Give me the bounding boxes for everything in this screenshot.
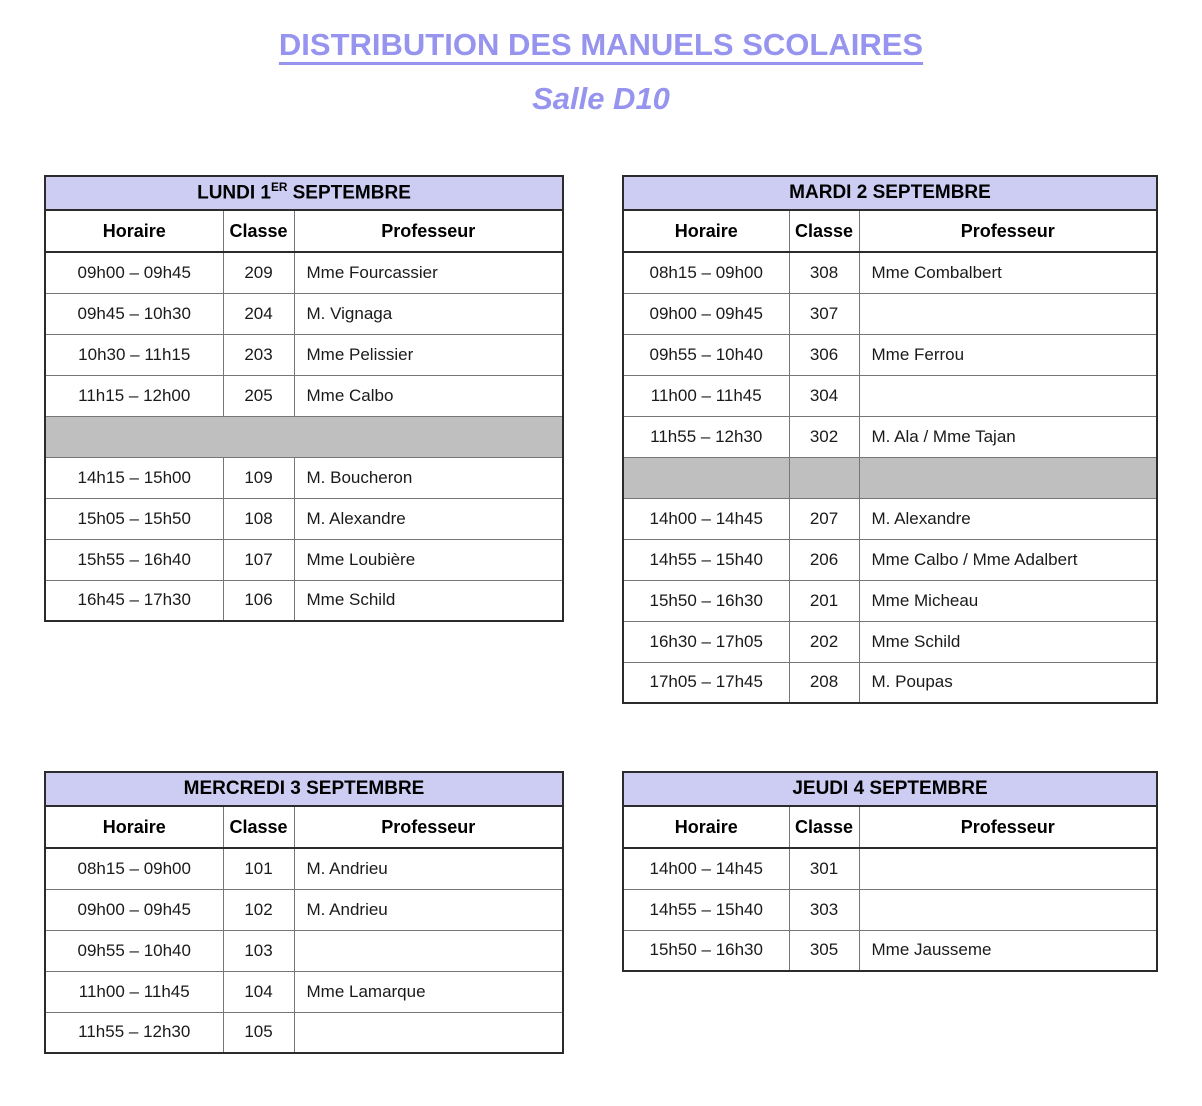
classe-cell: 201 xyxy=(789,580,859,621)
classe-cell: 207 xyxy=(789,498,859,539)
schedule-table-mercredi xyxy=(44,771,564,1054)
day-header-row xyxy=(623,176,1157,210)
classe-cell: 208 xyxy=(789,662,859,703)
horaire-cell: 14h55 – 15h40 xyxy=(623,539,789,580)
table-row xyxy=(45,498,563,539)
table-row xyxy=(45,580,563,621)
horaire-cell: 14h55 – 15h40 xyxy=(623,889,789,930)
table-row xyxy=(623,621,1157,662)
day-title-lundi: LUNDI 1ER SEPTEMBRE xyxy=(45,176,563,210)
classe-cell: 205 xyxy=(223,375,294,416)
professeur-cell: M. Alexandre xyxy=(294,498,563,539)
table-jeudi xyxy=(622,771,1158,972)
table-row xyxy=(623,334,1157,375)
professeur-cell: Mme Combalbert xyxy=(859,252,1157,293)
classe-cell: 105 xyxy=(223,1012,294,1053)
classe-cell: 103 xyxy=(223,930,294,971)
classe-cell: 303 xyxy=(789,889,859,930)
professeur-cell: Mme Calbo xyxy=(294,375,563,416)
horaire-cell: 16h30 – 17h05 xyxy=(623,621,789,662)
professeur-cell xyxy=(859,375,1157,416)
table-row xyxy=(623,662,1157,703)
professeur-cell: Mme Ferrou xyxy=(859,334,1157,375)
professeur-cell xyxy=(294,930,563,971)
classe-cell: 203 xyxy=(223,334,294,375)
classe-cell: 104 xyxy=(223,971,294,1012)
horaire-cell: 08h15 – 09h00 xyxy=(623,252,789,293)
classe-cell: 204 xyxy=(223,293,294,334)
horaire-cell: 14h00 – 14h45 xyxy=(623,848,789,889)
table-row xyxy=(623,416,1157,457)
horaire-cell: 11h55 – 12h30 xyxy=(45,1012,223,1053)
table-row xyxy=(45,1012,563,1053)
classe-cell: 102 xyxy=(223,889,294,930)
professeur-cell: Mme Jausseme xyxy=(859,930,1157,971)
column-header-row xyxy=(45,806,563,848)
table-row xyxy=(45,334,563,375)
break-row xyxy=(623,457,1157,498)
professeur-cell: M. Andrieu xyxy=(294,889,563,930)
professeur-cell xyxy=(859,293,1157,334)
professeur-cell: Mme Fourcassier xyxy=(294,252,563,293)
break-row xyxy=(45,416,563,457)
table-mardi xyxy=(622,175,1158,704)
table-row xyxy=(623,252,1157,293)
professeur-cell: Mme Loubière xyxy=(294,539,563,580)
table-row xyxy=(623,889,1157,930)
classe-cell: 106 xyxy=(223,580,294,621)
horaire-cell: 10h30 – 11h15 xyxy=(45,334,223,375)
horaire-cell: 09h00 – 09h45 xyxy=(45,889,223,930)
break-cell xyxy=(623,457,789,498)
horaire-cell: 09h55 – 10h40 xyxy=(45,930,223,971)
professeur-cell: Mme Pelissier xyxy=(294,334,563,375)
horaire-cell: 11h55 – 12h30 xyxy=(623,416,789,457)
column-header-professeur: Professeur xyxy=(859,210,1157,252)
day-title-mercredi: MERCREDI 3 SEPTEMBRE xyxy=(45,772,563,806)
professeur-cell xyxy=(859,889,1157,930)
table-lundi xyxy=(44,175,564,622)
professeur-cell: M. Ala / Mme Tajan xyxy=(859,416,1157,457)
professeur-cell: M. Alexandre xyxy=(859,498,1157,539)
day-header-row xyxy=(45,176,563,210)
horaire-cell: 15h55 – 16h40 xyxy=(45,539,223,580)
column-header-classe: Classe xyxy=(223,806,294,848)
table-row xyxy=(623,498,1157,539)
professeur-cell: Mme Lamarque xyxy=(294,971,563,1012)
horaire-cell: 09h45 – 10h30 xyxy=(45,293,223,334)
classe-cell: 109 xyxy=(223,457,294,498)
classe-cell: 307 xyxy=(789,293,859,334)
table-row xyxy=(45,457,563,498)
column-header-classe: Classe xyxy=(789,806,859,848)
horaire-cell: 15h50 – 16h30 xyxy=(623,930,789,971)
column-header-row xyxy=(623,210,1157,252)
schedule-table-lundi xyxy=(44,175,564,622)
horaire-cell: 17h05 – 17h45 xyxy=(623,662,789,703)
professeur-cell xyxy=(294,1012,563,1053)
page-subtitle: Salle D10 xyxy=(532,81,670,116)
professeur-cell: M. Vignaga xyxy=(294,293,563,334)
break-cell xyxy=(45,416,563,457)
horaire-cell: 11h00 – 11h45 xyxy=(623,375,789,416)
classe-cell: 306 xyxy=(789,334,859,375)
column-header-professeur: Professeur xyxy=(294,806,563,848)
horaire-cell: 16h45 – 17h30 xyxy=(45,580,223,621)
break-cell xyxy=(789,457,859,498)
table-row xyxy=(623,848,1157,889)
classe-cell: 305 xyxy=(789,930,859,971)
horaire-cell: 09h00 – 09h45 xyxy=(45,252,223,293)
classe-cell: 301 xyxy=(789,848,859,889)
classe-cell: 308 xyxy=(789,252,859,293)
table-row xyxy=(623,580,1157,621)
table-row xyxy=(45,293,563,334)
table-row xyxy=(45,252,563,293)
column-header-classe: Classe xyxy=(789,210,859,252)
horaire-cell: 11h15 – 12h00 xyxy=(45,375,223,416)
column-header-professeur: Professeur xyxy=(294,210,563,252)
professeur-cell: M. Boucheron xyxy=(294,457,563,498)
classe-cell: 206 xyxy=(789,539,859,580)
column-header-professeur: Professeur xyxy=(859,806,1157,848)
table-row xyxy=(45,848,563,889)
column-header-row xyxy=(623,806,1157,848)
professeur-cell: Mme Schild xyxy=(294,580,563,621)
classe-cell: 209 xyxy=(223,252,294,293)
schedule-table-mardi xyxy=(622,175,1158,704)
professeur-cell: M. Andrieu xyxy=(294,848,563,889)
professeur-cell: Mme Micheau xyxy=(859,580,1157,621)
classe-cell: 107 xyxy=(223,539,294,580)
professeur-cell: M. Poupas xyxy=(859,662,1157,703)
classe-cell: 304 xyxy=(789,375,859,416)
table-row xyxy=(623,539,1157,580)
table-row xyxy=(45,539,563,580)
table-row xyxy=(45,930,563,971)
day-header-row xyxy=(623,772,1157,806)
break-cell xyxy=(859,457,1157,498)
professeur-cell: Mme Calbo / Mme Adalbert xyxy=(859,539,1157,580)
column-header-horaire: Horaire xyxy=(623,210,789,252)
horaire-cell: 11h00 – 11h45 xyxy=(45,971,223,1012)
classe-cell: 108 xyxy=(223,498,294,539)
column-header-classe: Classe xyxy=(223,210,294,252)
table-row xyxy=(45,971,563,1012)
horaire-cell: 15h05 – 15h50 xyxy=(45,498,223,539)
table-row xyxy=(623,293,1157,334)
professeur-cell: Mme Schild xyxy=(859,621,1157,662)
column-header-horaire: Horaire xyxy=(623,806,789,848)
table-row xyxy=(45,889,563,930)
table-mercredi xyxy=(44,771,564,1054)
schedule-table-jeudi xyxy=(622,771,1158,972)
ordinal-superscript: ER xyxy=(271,181,288,195)
classe-cell: 202 xyxy=(789,621,859,662)
horaire-cell: 15h50 – 16h30 xyxy=(623,580,789,621)
table-row xyxy=(623,930,1157,971)
day-header-row xyxy=(45,772,563,806)
day-title-jeudi: JEUDI 4 SEPTEMBRE xyxy=(623,772,1157,806)
horaire-cell: 14h15 – 15h00 xyxy=(45,457,223,498)
page-title xyxy=(0,27,1202,63)
column-header-row xyxy=(45,210,563,252)
page-title-text: DISTRIBUTION DES MANUELS SCOLAIRES xyxy=(278,27,924,62)
table-row xyxy=(45,375,563,416)
horaire-cell: 14h00 – 14h45 xyxy=(623,498,789,539)
horaire-cell: 08h15 – 09h00 xyxy=(45,848,223,889)
column-header-horaire: Horaire xyxy=(45,210,223,252)
column-header-horaire: Horaire xyxy=(45,806,223,848)
professeur-cell xyxy=(859,848,1157,889)
day-title-mardi: MARDI 2 SEPTEMBRE xyxy=(623,176,1157,210)
classe-cell: 101 xyxy=(223,848,294,889)
horaire-cell: 09h55 – 10h40 xyxy=(623,334,789,375)
table-row xyxy=(623,375,1157,416)
classe-cell: 302 xyxy=(789,416,859,457)
horaire-cell: 09h00 – 09h45 xyxy=(623,293,789,334)
